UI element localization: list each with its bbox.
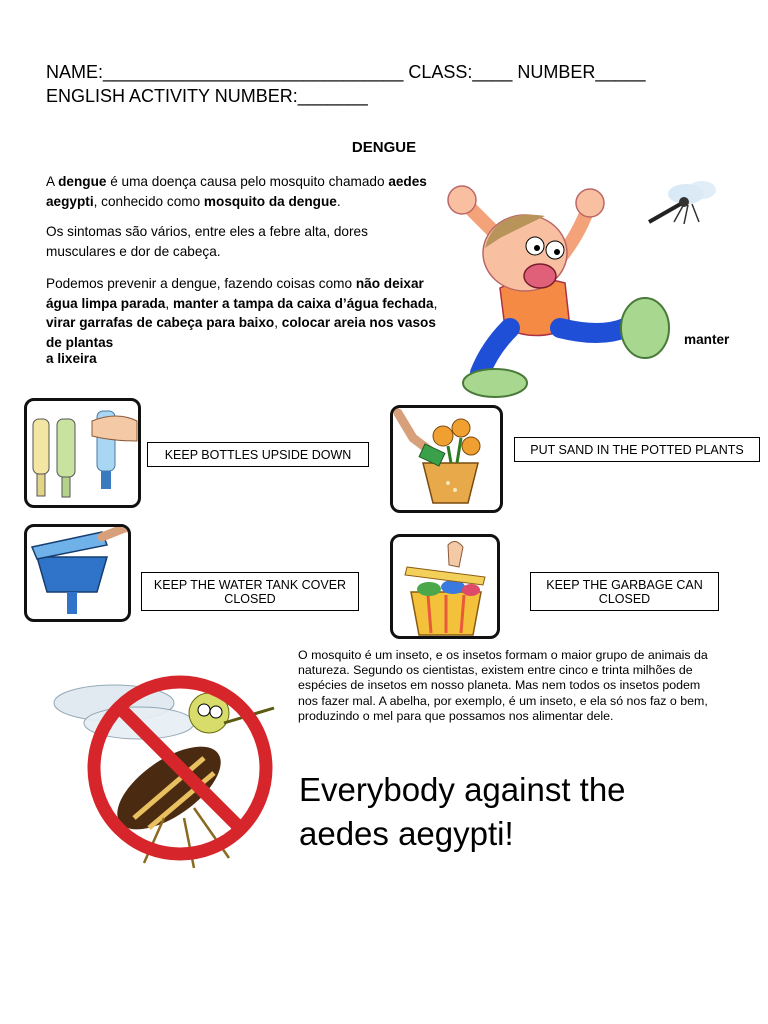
tip-label: KEEP THE GARBAGE CAN CLOSED [530,572,719,611]
intro-paragraph-2: Os sintomas são vários, entre eles a febre alta, dores musculares e dor de cabeça. [46,224,368,259]
tip-label: KEEP BOTTLES UPSIDE DOWN [147,442,369,467]
bottles-icon [24,398,141,508]
slogan: Everybody against the aedes aegypti! [299,771,626,852]
tip-label: PUT SAND IN THE POTTED PLANTS [514,437,760,462]
insects-paragraph: O mosquito é um inseto, e os insetos formam o maior grupo de animais da natureza. Segundo os cientistas, existem entre cinco e trinta milhões de espécies de insetos em nosso planeta. Mas nem todos os insetos podem nos fazer mal. A abelha, por exemplo, é um inseto, e ela só nos faz o bem, produzindo o mel para que possamos nos alimentar dele. [298,648,708,723]
intro-paragraph-3: Podemos prevenir a dengue, fazendo coisas como não deixar água limpa parada, manter a tampa da caixa d’água fechada, virar garrafas de cabeça para baixo, colocar areia nos vasos de plantas [46,276,438,350]
header-name-line: NAME:______________________________ CLASS:____ NUMBER_____ [46,62,646,82]
page-title: DENGUE [351,139,417,156]
intro-paragraph-3-overflow: manter [684,332,730,347]
intro-paragraph-1: A dengue é uma doença causa pelo mosquito chamado aedes aegypti, conhecido como mosquito da dengue. [46,174,427,209]
running-man-illustration [440,178,675,408]
header-activity-line: ENGLISH ACTIVITY NUMBER:_______ [46,86,368,106]
water-tank-icon [24,524,131,622]
intro-paragraph-3-tail: a lixeira [46,351,97,366]
potted-plant-icon [390,405,503,513]
small-mosquito-illustration [644,172,722,228]
garbage-can-icon [390,534,500,639]
crossed-mosquito-icon [44,668,276,873]
tip-label: KEEP THE WATER TANK COVER CLOSED [141,572,359,611]
